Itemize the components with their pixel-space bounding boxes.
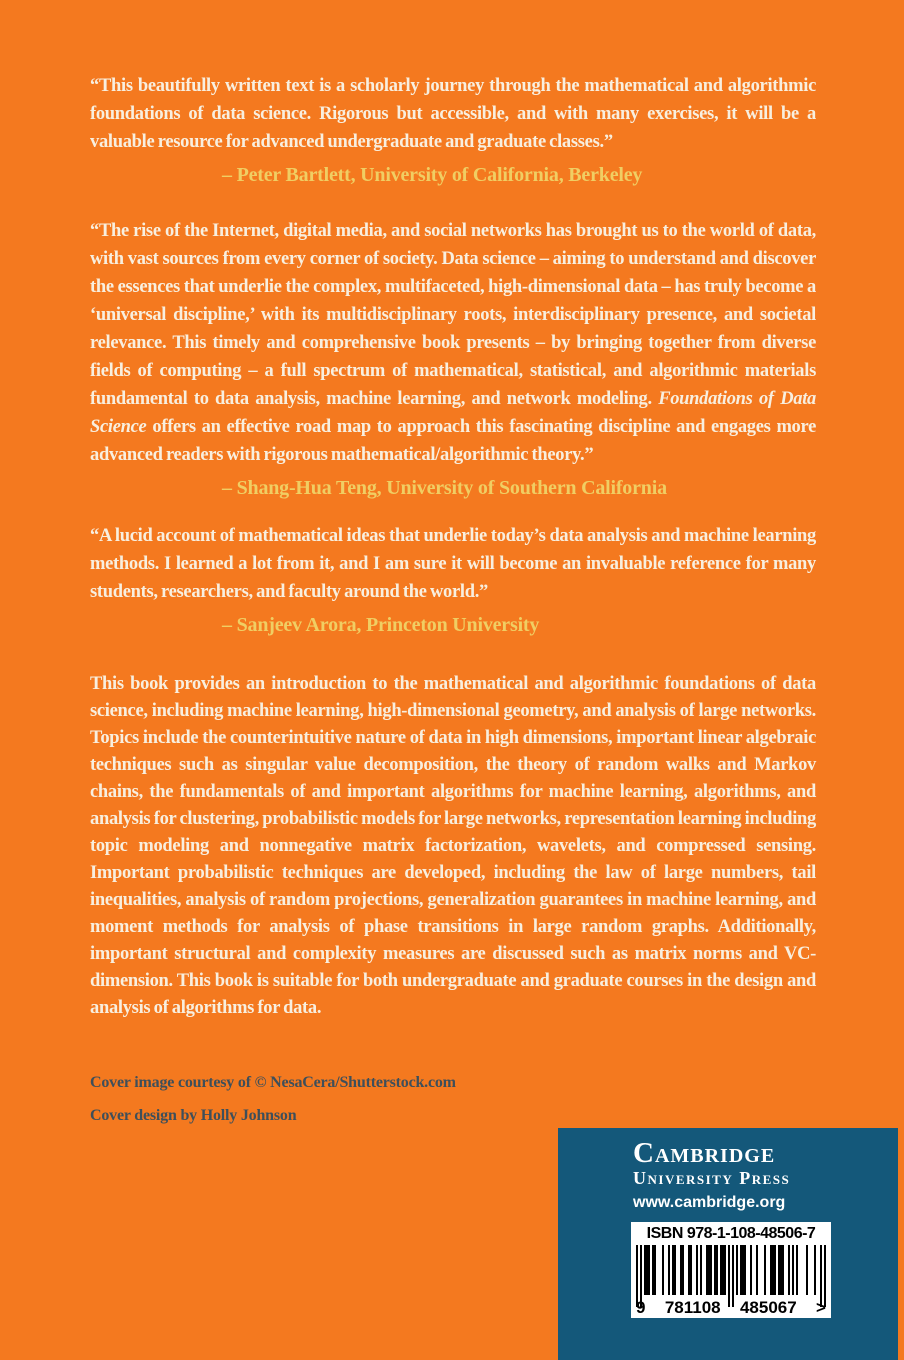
publisher-panel [558,1128,898,1360]
quote-segment-before-title: “The rise of the Internet, digital media, and social networks has brought us to the world of data, with vast sources from every corner of society. Data science – aiming to understand and discover the essences that underlie the complex, multifaceted, high-dimensional data – has truly become a ‘universal discipline,’ with its multidisciplinary roots, interdisciplinary presence, and societal relevance. This timely and comprehensive book presents – by bringing together from diverse fields of computing – a full spectrum of mathematical, statistical, and algorithmic materials fundamental to data analysis, machine learning, and network modeling. [90,221,816,409]
cover-image-credit: Cover image courtesy of © NesaCera/Shutterstock.com [90,1074,456,1091]
publisher-website: www.cambridge.org [633,1194,786,1211]
quote-attribution: – Peter Bartlett, University of California, Berkeley [222,164,643,186]
quote-text: “A lucid account of mathematical ideas that underlie today’s data analysis and machine learning methods. I learned a lot from it, and I am sure it will become an invaluable reference for many students, researchers, and faculty around the world.” [90,526,816,602]
quote-text [90,217,816,469]
quote-segment-after-title: offers an effective road map to approach this fascinating discipline and engages more advanced readers with rigorous mathematical/algorithmic theory.” [90,417,816,465]
text-column [90,72,816,1132]
quote-block-teng [90,217,816,502]
barcode-digit-group2: 485067 [739,1298,797,1317]
credits-block [90,1066,560,1132]
publisher-name-line2: University Press [633,1168,791,1188]
barcode-digit-group1: 781108 [664,1298,721,1317]
barcode-digit-first: 9 [636,1298,646,1317]
barcode-box [631,1222,831,1318]
book-title: Foundations of Data Science [90,389,816,437]
quote-text: “This beautifully written text is a scholarly journey through the mathematical and algorithmic foundations of data science. Rigorous but accessible, and with many exercises, it will be a valuable resource for advanced undergraduate and graduate classes.” [90,76,816,152]
quote-block-arora [90,522,816,639]
quote-block-bartlett [90,72,816,189]
publisher-name-line1: Cambridge [633,1137,776,1169]
book-description: This book provides an introduction to the mathematical and algorithmic foundations of data science, including machine learning, high-dimensional geometry, and analysis of large networks. Topics include the counterintuitive nature of data in high dimensions, important linear algebraic techniques such as singular value decomposition, the theory of random walks and Markov chains, the fundamentals of and important algorithms for machine learning, algorithms, and analysis for clustering, probabilistic models for large networks, representation learning including topic modeling and nonnegative matrix factorization, wavelets, and compressed sensing. Important probabilistic techniques are developed, including the law of large numbers, tail inequalities, analysis of random projections, generalization guarantees in machine learning, and moment methods for analysis of phase transitions in large random graphs. Additionally, important structural and complexity measures are discussed such as matrix norms and VC-dimension. This book is suitable for both undergraduate and graduate courses in the design and analysis of algorithms for data. [90,674,816,1018]
quote-attribution: – Sanjeev Arora, Princeton University [222,614,540,636]
quote-attribution: – Shang-Hua Teng, University of Southern California [222,477,667,499]
barcode-arrow: > [816,1298,826,1317]
isbn-label: ISBN 978-1-108-48506-7 [646,1225,816,1242]
barcode-bars-wrap [635,1245,827,1312]
cover-design-credit: Cover design by Holly Johnson [90,1107,297,1124]
